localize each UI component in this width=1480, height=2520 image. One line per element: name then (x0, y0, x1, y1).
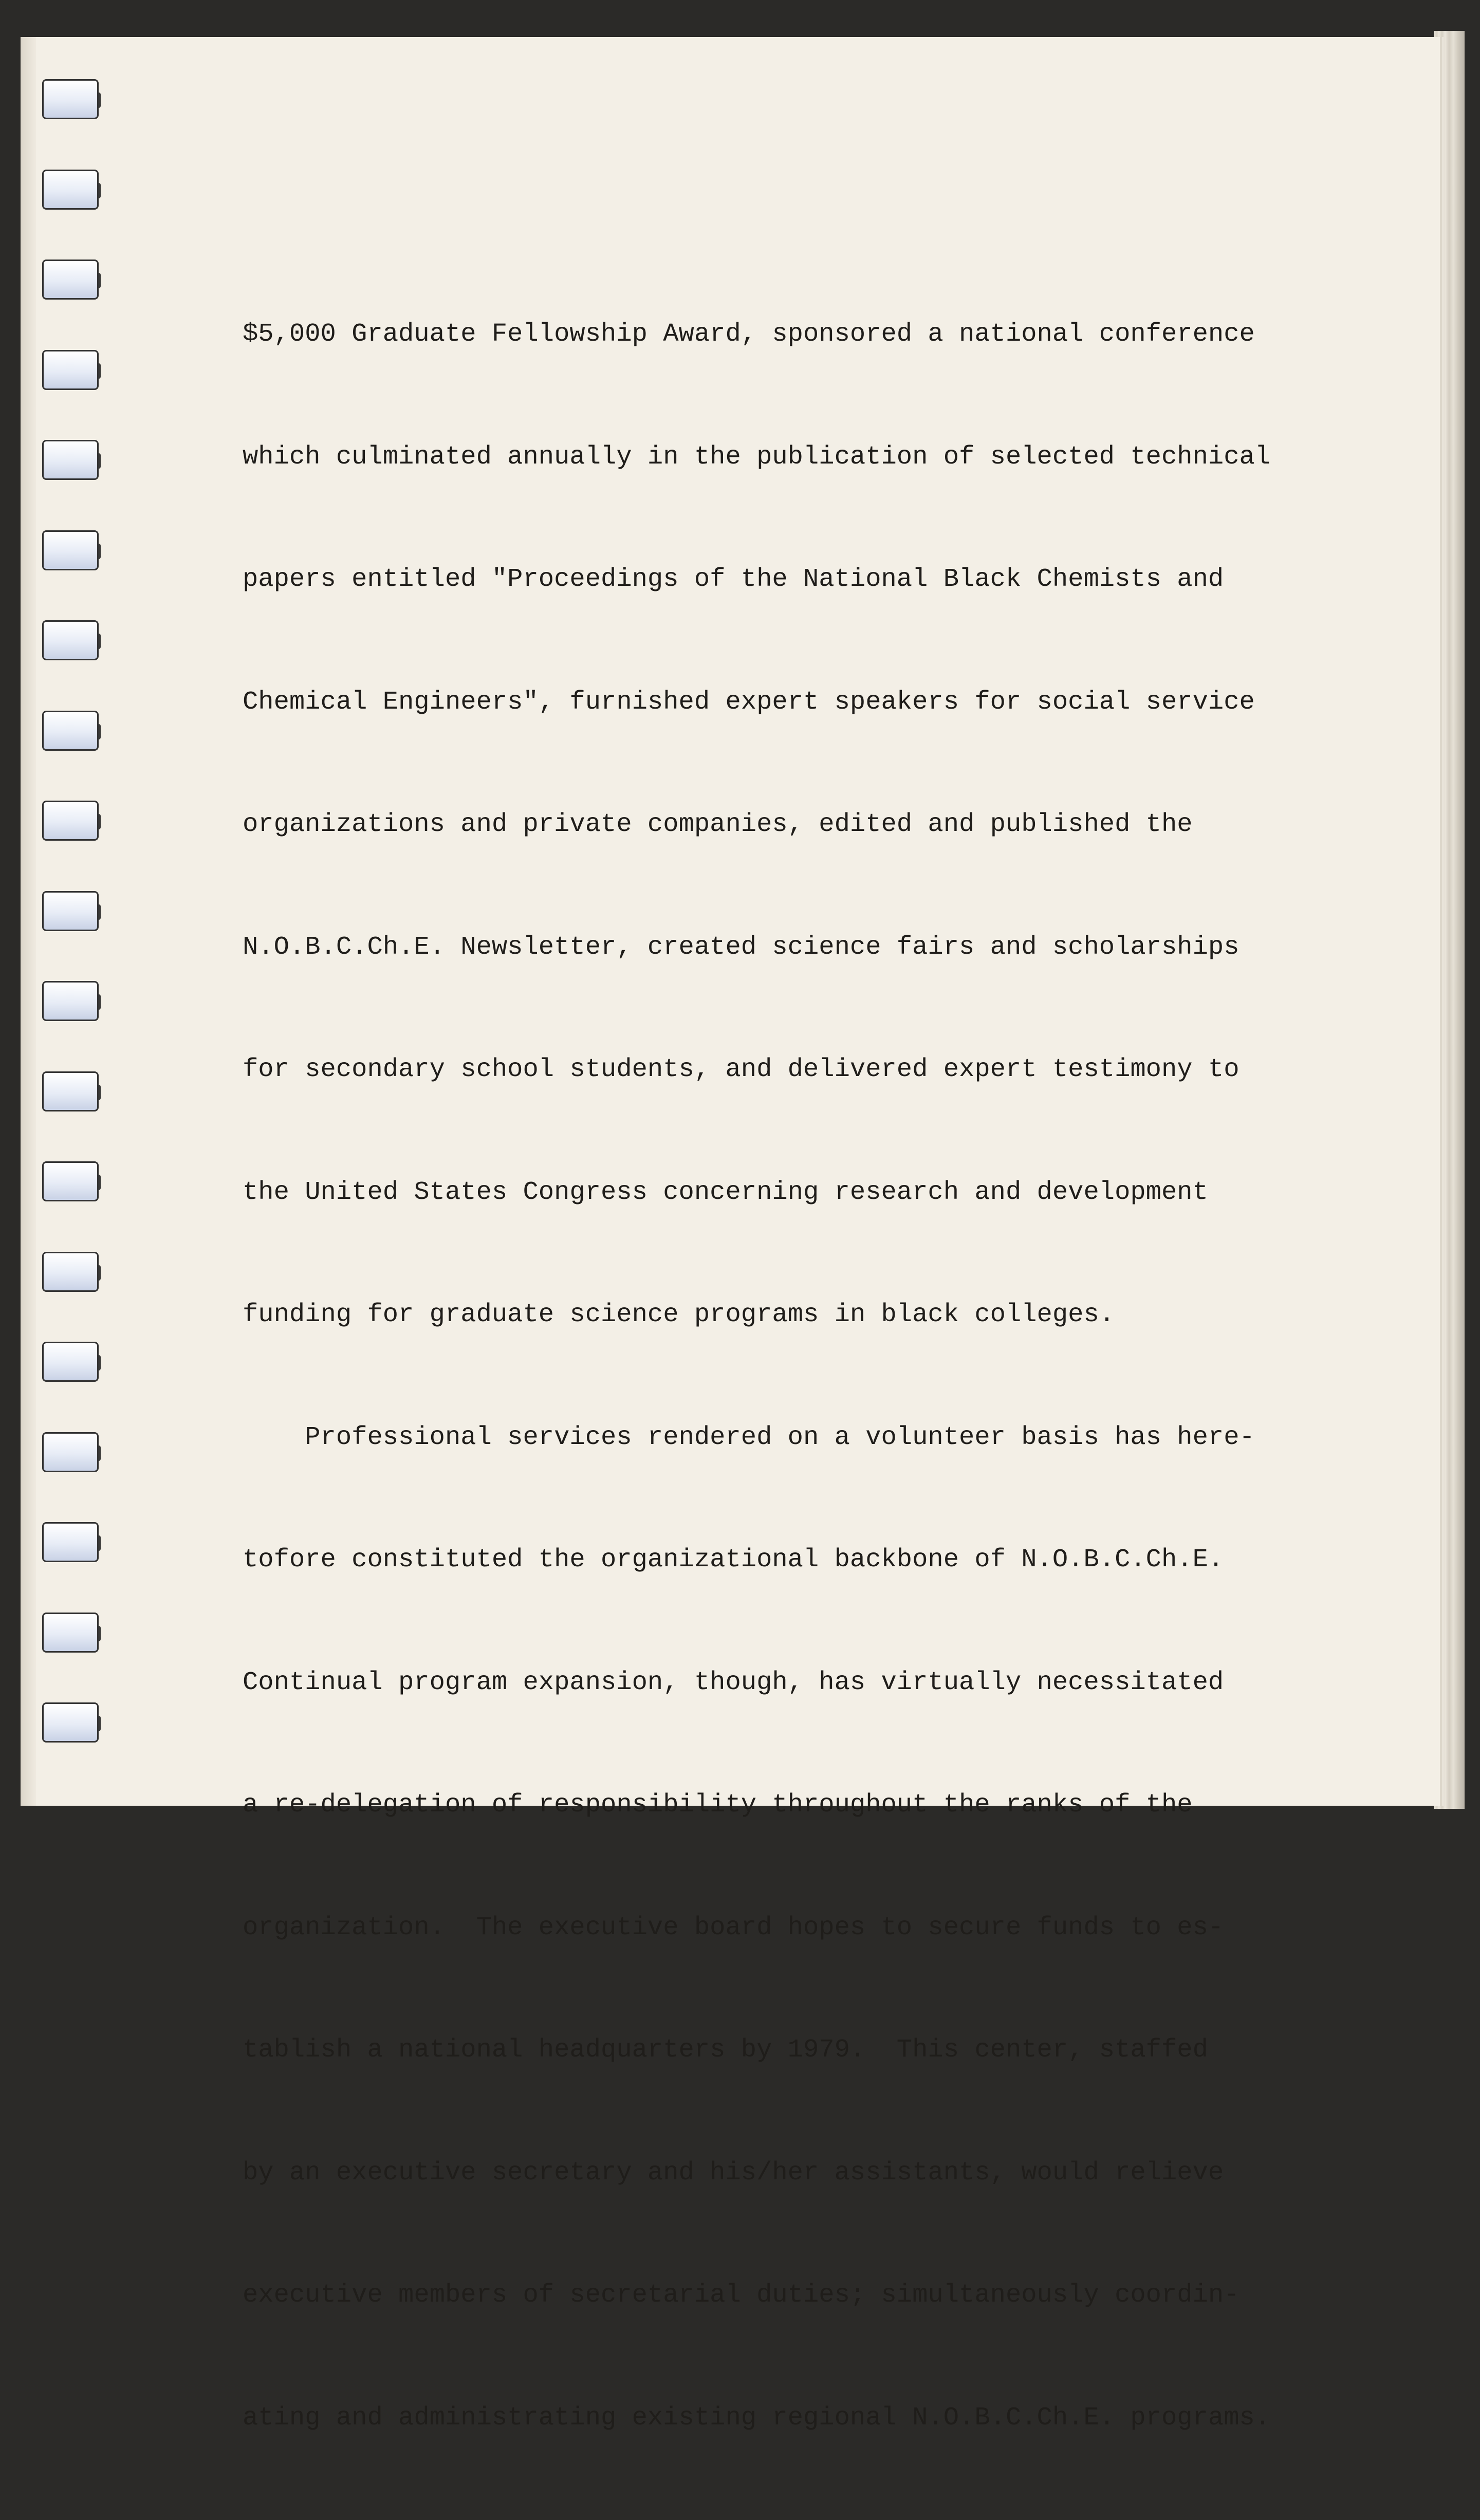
text-line: Continual program expansion, though, has virtually necessitated (243, 1667, 1224, 1697)
binding-ring-loop (42, 530, 99, 570)
text-line: papers entitled "Proceedings of the National Black Chemists and (243, 565, 1224, 594)
binding-ring (32, 1340, 107, 1385)
binding-ring-loop (42, 1071, 99, 1111)
text-line: Chemical Engineers", furnished expert speakers for social service (243, 687, 1255, 717)
binding-ring (32, 257, 107, 303)
text-line: organization. The executive board hopes to secure funds to es- (243, 1913, 1224, 1942)
binding-ring-loop (42, 620, 99, 660)
binding-ring (32, 1159, 107, 1205)
text-line: tofore constituted the organizational backbone of N.O.B.C.Ch.E. (243, 1545, 1224, 1574)
body-text (243, 232, 1337, 2520)
binding-ring-loop (42, 1252, 99, 1292)
binding-ring (32, 799, 107, 844)
binding-ring-loop (42, 350, 99, 390)
binding-ring (32, 1700, 107, 1746)
binding-ring-loop (42, 260, 99, 300)
binding-ring (32, 168, 107, 213)
binding-ring-loop (42, 170, 99, 210)
text-line: for secondary school students, and delivered expert testimony to (243, 1055, 1239, 1084)
binding-ring-loop (42, 1342, 99, 1382)
text-line: Professional services rendered on a volunteer basis has here- (243, 1422, 1255, 1452)
binding-ring (32, 77, 107, 122)
binding-ring-loop (42, 1432, 99, 1472)
text-line: N.O.B.C.Ch.E. Newsletter, created science fairs and scholarships (243, 932, 1239, 962)
text-line: funding for graduate science programs in black colleges. (243, 1300, 1115, 1329)
binding-ring-loop (42, 801, 99, 841)
text-line: $5,000 Graduate Fellowship Award, sponsored a national conference (243, 320, 1255, 349)
binding-ring (32, 979, 107, 1024)
binding-ring-loop (42, 1522, 99, 1562)
binding-ring (32, 1520, 107, 1565)
binding-ring (32, 438, 107, 483)
text-line: executive members of secretarial duties; simultaneously coordin- (243, 2281, 1239, 2310)
text-line: the United States Congress concerning research and development (243, 1177, 1208, 1207)
binding-ring-loop (42, 1613, 99, 1653)
binding-ring-loop (42, 711, 99, 751)
binding-ring-loop (42, 891, 99, 931)
text-line: a re-delegation of responsibility throughout the ranks of the (243, 1790, 1193, 1820)
binding-ring-loop (42, 440, 99, 480)
binding-ring (32, 528, 107, 573)
binding-ring (32, 1430, 107, 1475)
binding-ring-loop (42, 981, 99, 1021)
text-line: by an executive secretary and his/her assistants, would relieve (243, 2158, 1224, 2188)
binding-ring-loop (42, 1702, 99, 1743)
spiral-binding (32, 77, 119, 1773)
text-line: which culminated annually in the publication of selected technical (243, 442, 1271, 472)
binding-ring-loop (42, 1161, 99, 1201)
binding-ring (32, 1250, 107, 1295)
binding-ring (32, 889, 107, 934)
binding-ring (32, 348, 107, 393)
binding-ring (32, 1069, 107, 1115)
binding-ring (32, 709, 107, 754)
text-line: ating and administrating existing regional N.O.B.C.Ch.E. programs. (243, 2403, 1271, 2433)
binding-ring-loop (42, 79, 99, 119)
text-line: tablish a national headquarters by 1979. This center, staffed (243, 2035, 1208, 2065)
binding-ring (32, 618, 107, 663)
binding-ring (32, 1610, 107, 1656)
text-line: organizations and private companies, edited and published the (243, 810, 1193, 839)
